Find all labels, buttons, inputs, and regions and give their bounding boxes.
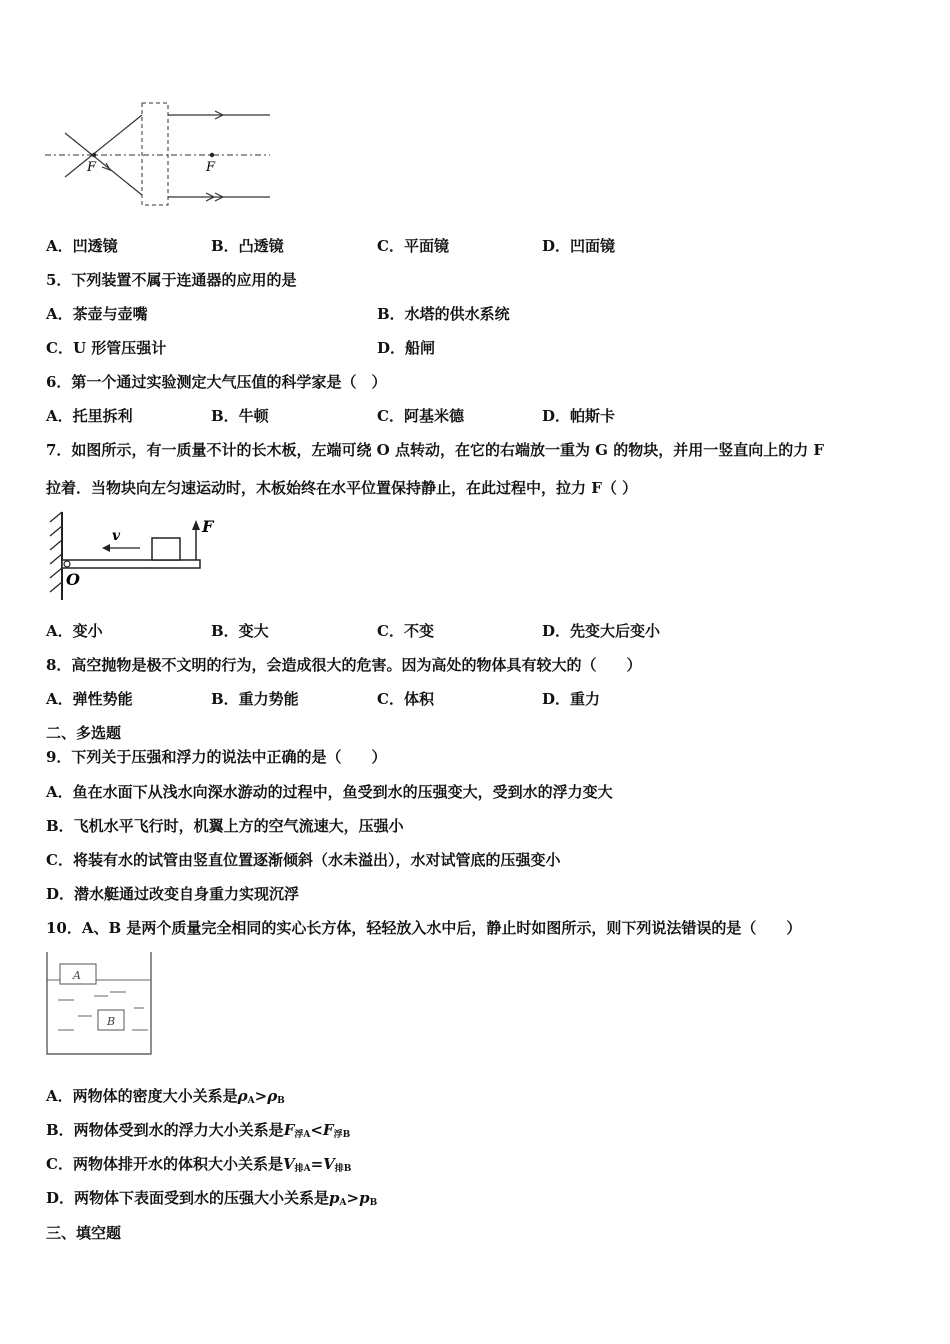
- focus-label-left: F: [87, 160, 97, 175]
- q7-option-a: A．变小: [46, 622, 103, 640]
- q10-b-sub-2: 浮B: [333, 1130, 351, 1140]
- q7-stem-line2: 拉着．当物块向左匀速运动时，木板始终在水平位置保持静止，在此过程中，拉力 F（ ）: [46, 479, 638, 497]
- q10-d-sub-1: A: [339, 1198, 347, 1208]
- q10-option-d-text: D．两物体下表面受到水的压强大小关系是: [46, 1189, 330, 1207]
- focus-label-right: F: [206, 160, 216, 175]
- water-container-diagram: [44, 950, 156, 1058]
- q10-b-symbol-2: F: [322, 1121, 334, 1139]
- q6-option-c: C．阿基米德: [377, 407, 464, 425]
- q8-option-c: C．体积: [377, 690, 434, 708]
- q5-option-d: D．船闸: [377, 339, 436, 357]
- q8-option-d: D．重力: [542, 690, 601, 708]
- q10-a-relation: >: [254, 1087, 268, 1105]
- q9-stem: 9．下列关于压强和浮力的说法中正确的是（ ）: [46, 748, 387, 766]
- q5-stem: 5．下列装置不属于连通器的应用的是: [46, 271, 297, 289]
- q10-stem: 10．A、B 是两个质量完全相同的实心长方体，轻轻放入水中后，静止时如图所示，则下列说法错误的是（ ）: [46, 919, 802, 937]
- q9-option-d: D．潜水艇通过改变自身重力实现沉浮: [46, 885, 300, 903]
- q9-option-c: C．将装有水的试管由竖直位置逐渐倾斜（水未溢出），水对试管底的压强变小: [46, 851, 561, 869]
- q10-a-symbol-2: ρ: [267, 1087, 278, 1105]
- lever-board-diagram: [40, 510, 230, 605]
- q5-option-b: B．水塔的供水系统: [377, 305, 510, 323]
- q6-option-a: A．托里拆利: [46, 407, 133, 425]
- q6-option-d: D．帕斯卡: [542, 407, 616, 425]
- q10-option-c-text: C．两物体排开水的体积大小关系是: [46, 1155, 283, 1173]
- block-b-label: B: [107, 1015, 116, 1028]
- q4-option-b: B．凸透镜: [211, 237, 284, 255]
- q10-c-sub-2: 排B: [334, 1164, 352, 1174]
- q10-c-symbol-1: V: [282, 1155, 295, 1173]
- q4-option-d: D．凹面镜: [542, 237, 616, 255]
- q10-option-b: [46, 1120, 350, 1145]
- q9-option-a: A．鱼在水面下从浅水向深水游动的过程中，鱼受到水的压强变大，受到水的浮力变大: [46, 783, 613, 801]
- q10-a-symbol-1: ρ: [237, 1087, 248, 1105]
- q7-stem-line1: 7．如图所示，有一质量不计的长木板，左端可绕 O 点转动，在它的右端放一重为 G 的物块，并用一竖直向上的力 F: [46, 441, 825, 459]
- q10-d-symbol-1: p: [329, 1189, 340, 1207]
- q8-stem: 8．高空抛物是极不文明的行为，会造成很大的危害。因为高处的物体具有较大的（ ）: [46, 656, 642, 674]
- q4-option-a: A．凹透镜: [46, 237, 118, 255]
- q10-c-symbol-2: V: [323, 1155, 335, 1173]
- q10-b-relation: <: [310, 1121, 323, 1139]
- q10-option-d: [46, 1188, 377, 1213]
- q10-d-sub-2: B: [369, 1198, 378, 1208]
- q5-option-a: A．茶壶与壶嘴: [46, 305, 148, 323]
- q10-option-a-text: A．两物体的密度大小关系是: [46, 1087, 238, 1105]
- q9-option-b: B．飞机水平飞行时，机翼上方的空气流速大，压强小: [46, 817, 404, 835]
- lens-ray-diagram: [40, 95, 280, 215]
- velocity-label: v: [112, 528, 121, 544]
- section-multiple-choice: 二、多选题: [46, 724, 122, 742]
- q7-option-b: B．变大: [211, 622, 269, 640]
- q10-a-sub-1: A: [247, 1096, 255, 1106]
- q10-c-relation: =: [310, 1155, 324, 1173]
- force-label: F: [202, 517, 214, 536]
- q7-option-c: C．不变: [377, 622, 434, 640]
- q10-a-sub-2: B: [277, 1096, 285, 1106]
- q7-option-d: D．先变大后变小: [542, 622, 661, 640]
- q6-stem: 6．第一个通过实验测定大气压值的科学家是（ ）: [46, 373, 387, 391]
- q10-option-b-text: B．两物体受到水的浮力大小关系是: [46, 1121, 284, 1139]
- q5-option-c: C．U 形管压强计: [46, 339, 167, 357]
- q10-c-sub-1: 排A: [294, 1164, 311, 1174]
- q8-option-b: B．重力势能: [211, 690, 299, 708]
- q10-option-c: [46, 1154, 351, 1179]
- q6-option-b: B．牛顿: [211, 407, 269, 425]
- q10-d-symbol-2: p: [359, 1189, 370, 1207]
- q10-b-symbol-1: F: [283, 1121, 295, 1139]
- q4-option-c: C．平面镜: [377, 237, 449, 255]
- q10-b-sub-1: 浮A: [294, 1130, 311, 1140]
- q8-option-a: A．弹性势能: [46, 690, 133, 708]
- block-a-label: A: [73, 969, 81, 982]
- pivot-label: O: [66, 570, 80, 589]
- q10-option-a: [46, 1086, 285, 1111]
- section-fill-in-blank: 三、填空题: [46, 1224, 122, 1242]
- q10-d-relation: >: [346, 1189, 360, 1207]
